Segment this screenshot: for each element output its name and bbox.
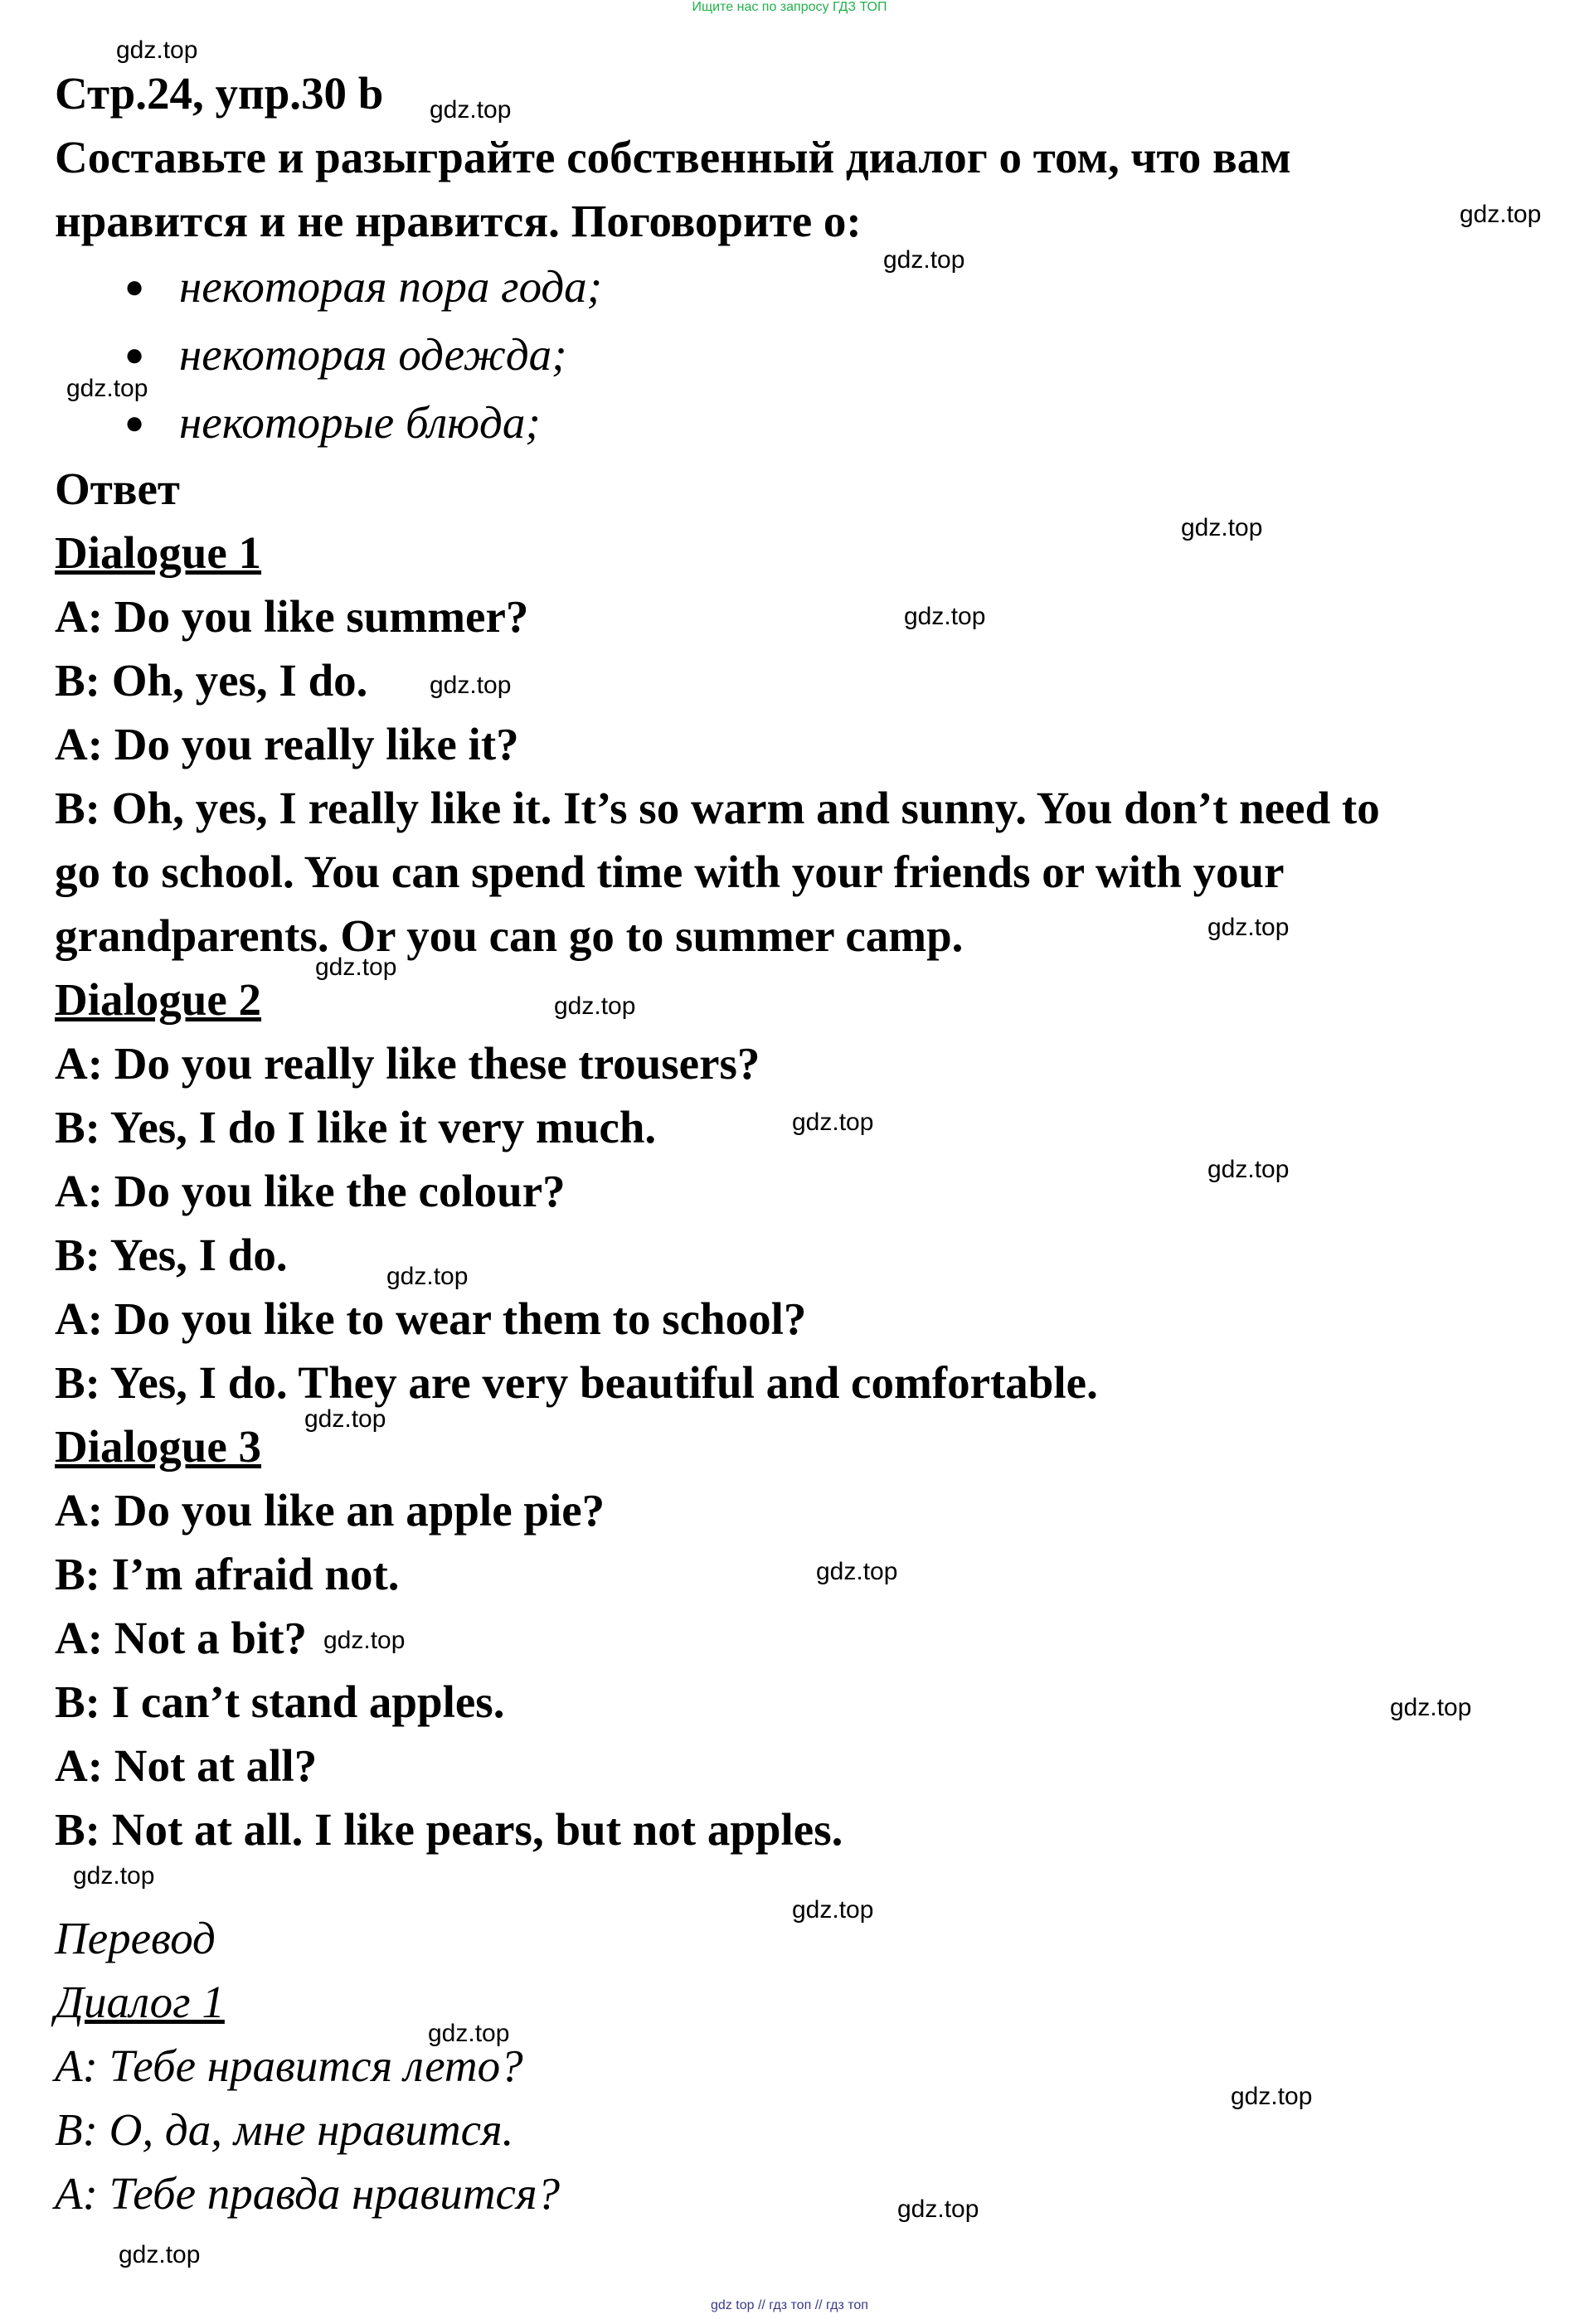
translation-dialogue-title: Диалог 1 bbox=[55, 1977, 225, 2027]
dialogue-line: B: Yes, I do. bbox=[55, 1230, 288, 1280]
watermark: gdz.top bbox=[1390, 1694, 1472, 1721]
watermark: gdz.top bbox=[554, 992, 636, 1020]
topic-item: ● некоторая пора года; bbox=[55, 253, 1498, 321]
answer-label: Ответ bbox=[55, 463, 180, 514]
translation-line: А: Тебе нравится лето? bbox=[55, 2040, 523, 2091]
watermark: gdz.top bbox=[1231, 2083, 1313, 2110]
bullet-icon: ● bbox=[124, 336, 145, 373]
watermark: gdz.top bbox=[792, 1896, 874, 1924]
watermark: gdz.top bbox=[883, 246, 965, 274]
watermark: gdz.top bbox=[304, 1405, 386, 1433]
dialogue-line: B: Oh, yes, I do. bbox=[55, 655, 368, 706]
watermark: gdz.top bbox=[897, 2195, 979, 2223]
dialogue-line: A: Not at all? bbox=[55, 1740, 318, 1791]
watermark: gdz.top bbox=[904, 603, 986, 630]
watermark: gdz.top bbox=[66, 375, 148, 402]
dialogue-line: B: Yes, I do I like it very much. bbox=[55, 1102, 657, 1152]
task-line-2: нравится и не нравится. Поговорите о: bbox=[55, 196, 862, 246]
watermark: gdz.top bbox=[119, 2241, 201, 2268]
document-body bbox=[55, 61, 1498, 2225]
dialogue-line: A: Do you like summer? bbox=[55, 591, 529, 642]
watermark: gdz.top bbox=[315, 953, 397, 981]
topic-list bbox=[55, 253, 1498, 457]
watermark: gdz.top bbox=[323, 1627, 406, 1654]
dialogue-line: B: I’m afraid not. bbox=[55, 1549, 400, 1599]
bullet-icon: ● bbox=[124, 404, 145, 441]
dialogue-line: B: Oh, yes, I really like it. It’s so warm and sunny. You don’t need to bbox=[55, 783, 1380, 833]
dialogue-line: B: Yes, I do. They are very beautiful and comfortable. bbox=[55, 1357, 1098, 1408]
dialogue-line: A: Do you like an apple pie? bbox=[55, 1485, 605, 1536]
page-title: Стр.24, упр.30 b bbox=[55, 68, 384, 119]
translation-label: Перевод bbox=[55, 1913, 216, 1963]
watermark: gdz.top bbox=[1460, 201, 1542, 228]
dialogue-line: B: Not at all. I like pears, but not apples. bbox=[55, 1804, 843, 1855]
watermark: gdz.top bbox=[1207, 1156, 1290, 1183]
dialogue-2-title: Dialogue 2 bbox=[55, 974, 262, 1025]
dialogue-line: go to school. You can spend time with your friends or with your bbox=[55, 847, 1285, 897]
top-banner: Ищите нас по запросу ГДЗ ТОП bbox=[692, 0, 887, 14]
watermark: gdz.top bbox=[386, 1263, 469, 1290]
watermark: gdz.top bbox=[1207, 914, 1290, 941]
dialogue-line: A: Not a bit? bbox=[55, 1613, 308, 1663]
dialogue-line: B: I can’t stand apples. bbox=[55, 1676, 505, 1727]
topic-item: ● некоторые блюда; bbox=[55, 389, 1498, 457]
watermark: gdz.top bbox=[792, 1109, 874, 1136]
bottom-banner: gdz top // гдз топ // гдз топ bbox=[711, 2298, 868, 2312]
dialogue-line: A: Do you like to wear them to school? bbox=[55, 1293, 807, 1344]
watermark: gdz.top bbox=[430, 672, 512, 699]
watermark: gdz.top bbox=[116, 36, 198, 64]
section-gap bbox=[55, 1861, 1498, 1906]
watermark: gdz.top bbox=[428, 2020, 510, 2047]
task-line-1: Составьте и разыграйте собственный диалог о том, что вам bbox=[55, 132, 1291, 182]
dialogue-line: A: Do you really like it? bbox=[55, 719, 519, 769]
translation-line: В: О, да, мне нравится. bbox=[55, 2104, 514, 2155]
translation-line: А: Тебе правда нравится? bbox=[55, 2168, 561, 2219]
dialogue-line: grandparents. Or you can go to summer camp. bbox=[55, 910, 964, 961]
topic-item: ● некоторая одежда; bbox=[55, 321, 1498, 389]
dialogue-1-title: Dialogue 1 bbox=[55, 527, 262, 578]
bullet-icon: ● bbox=[124, 268, 145, 305]
dialogue-3-title: Dialogue 3 bbox=[55, 1421, 262, 1472]
dialogue-line: A: Do you like the colour? bbox=[55, 1166, 566, 1216]
watermark: gdz.top bbox=[1181, 514, 1263, 541]
watermark: gdz.top bbox=[430, 96, 512, 124]
dialogue-line: A: Do you really like these trousers? bbox=[55, 1038, 760, 1089]
watermark: gdz.top bbox=[73, 1862, 155, 1890]
watermark: gdz.top bbox=[816, 1558, 898, 1585]
